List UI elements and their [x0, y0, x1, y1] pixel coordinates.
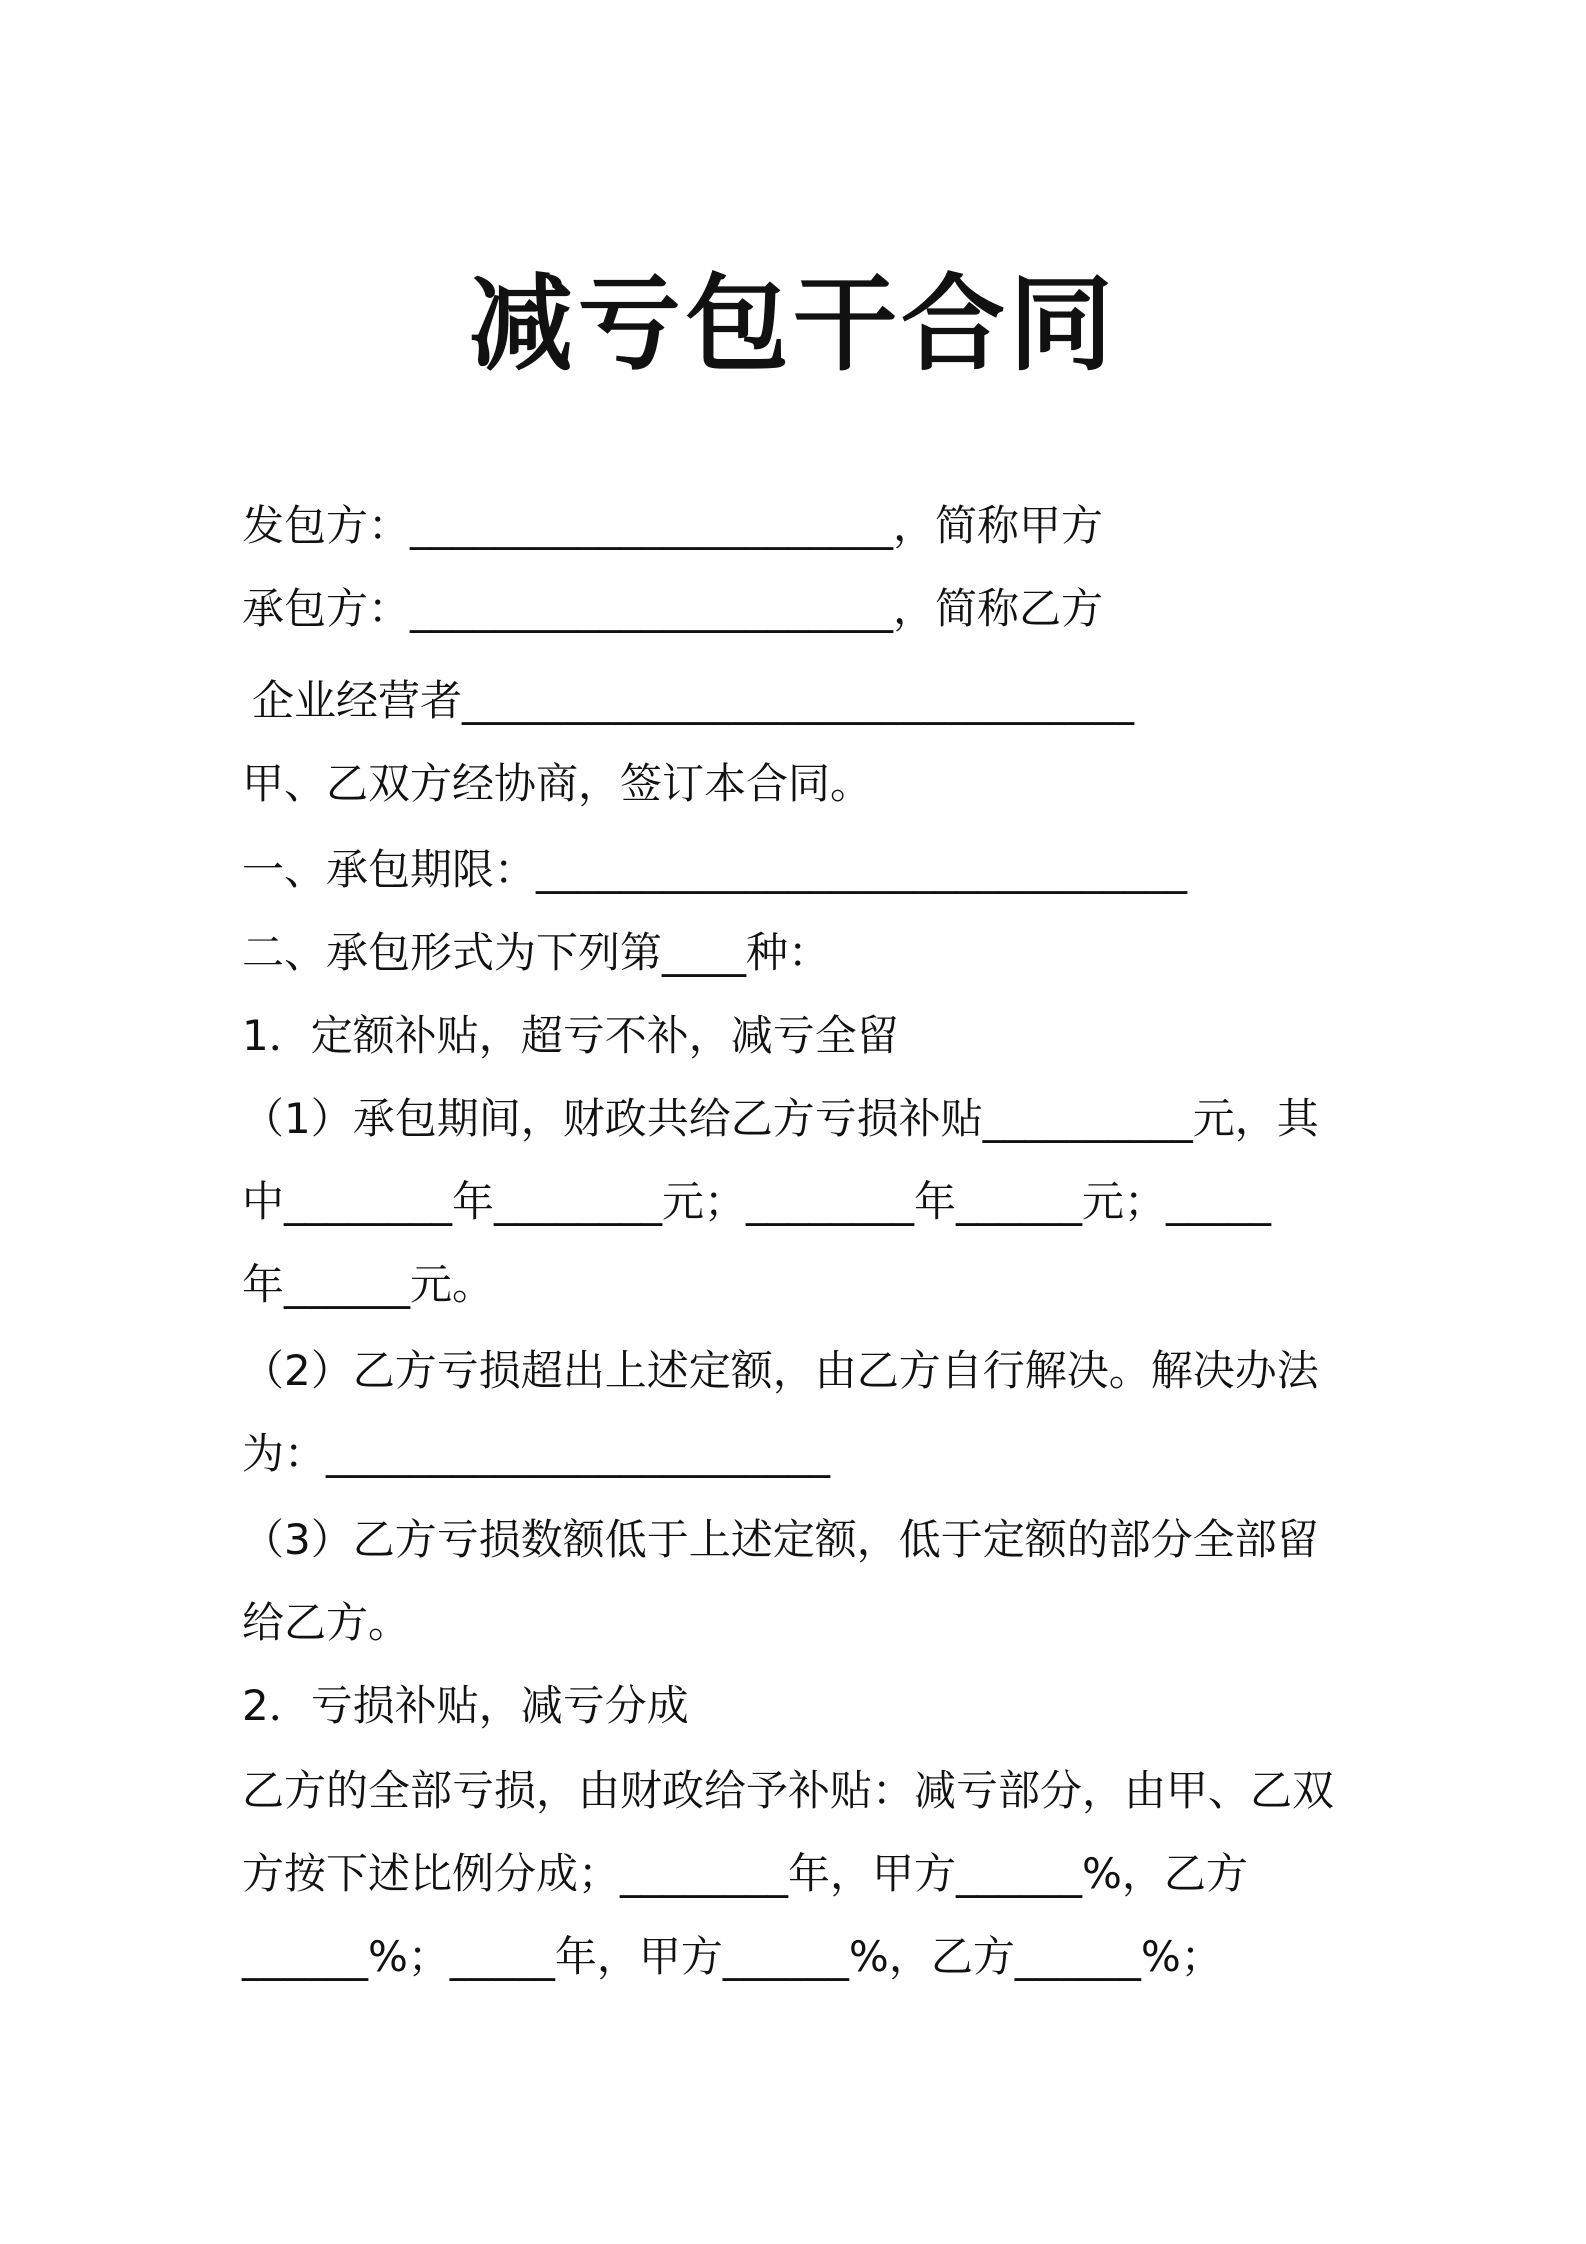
option-1-item-2-cont: 为：________________________ — [242, 1429, 831, 1478]
option-2-body: 乙方的全部亏损，由财政给予补贴：减亏部分，由甲、乙双 — [242, 1766, 1335, 1815]
clause-2-form: 二、承包形式为下列第____种： — [242, 928, 831, 977]
option-2-body-end: ______%；_____年，甲方______%，乙方______%； — [242, 1932, 1223, 1981]
option-1-item-3-cont: 给乙方。 — [242, 1598, 411, 1647]
option-2-heading: 2．亏损补贴，减亏分成 — [242, 1681, 689, 1730]
option-1-item-1-end: 年______元。 — [242, 1260, 495, 1309]
option-1-item-1-cont: 中________年________元；________年______元；_____ — [242, 1177, 1272, 1226]
party-b-line: 承包方：_______________________，简称乙方 — [242, 584, 1104, 633]
document-title: 减亏包干合同 — [468, 263, 1117, 385]
clause-1-term: 一、承包期限：_______________________________ — [242, 845, 1188, 894]
agreement-intro: 甲、乙双方经协商，签订本合同。 — [242, 759, 873, 808]
option-1-heading: 1．定额补贴，超亏不补，减亏全留 — [242, 1011, 899, 1060]
option-2-body-cont: 方按下述比例分成；________年，甲方______%，乙方 — [242, 1849, 1248, 1898]
party-a-line: 发包方：_______________________，简称甲方 — [242, 501, 1104, 550]
option-1-item-2: （2）乙方亏损超出上述定额，由乙方自行解决。解决办法 — [242, 1346, 1319, 1395]
operator-line: 企业经营者________________________________ — [252, 676, 1135, 725]
option-1-item-3: （3）乙方亏损数额低于上述定额，低于定额的部分全部留 — [242, 1515, 1319, 1564]
option-1-item-1: （1）承包期间，财政共给乙方亏损补贴__________元，其 — [242, 1094, 1319, 1143]
